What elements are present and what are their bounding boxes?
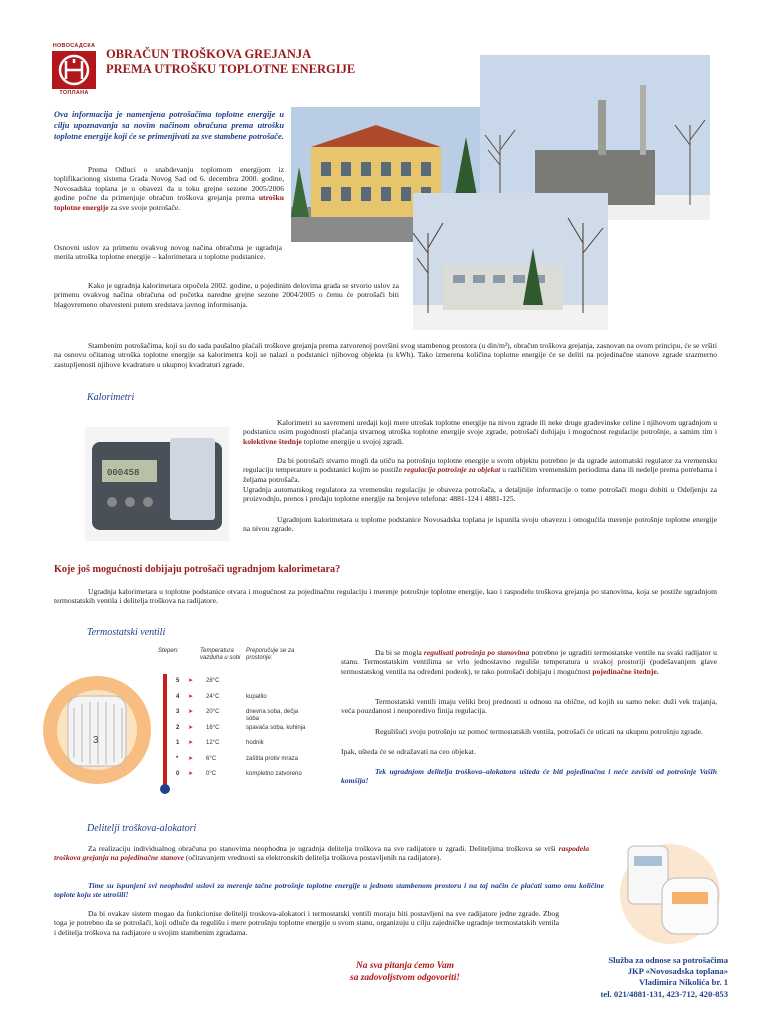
paragraph-kalorimetri-1 <box>243 418 717 446</box>
scale-arrow-icon: ➤ <box>188 724 194 731</box>
scale-arrow-icon: ➤ <box>188 693 194 700</box>
heading-more-options: Koje još mogućnosti dobijaju potrošači ugradnjom kalorimetara? <box>54 564 341 575</box>
scale-room: dnevna soba, dečja soba <box>246 709 299 722</box>
contact-line-2: JKP «Novosadska toplana» <box>627 966 728 977</box>
scale-step: 4 <box>176 693 180 700</box>
page-title <box>106 47 396 77</box>
paragraph-kalorimetri-3: Ugradnja automatskog regulatora za vremensku regulaciju je obaveza potrošača, a detaljnije informacije o tome potrošači mogu dobiti u Odeljenju za proizvodnju, prenos i predaju toplotne energije na brojeve telefona: 4881-124 i 4881-125. <box>243 485 717 504</box>
paragraph-delitelji-1 <box>54 844 589 863</box>
scale-arrow-icon: ➤ <box>188 755 194 762</box>
toplana-logo <box>52 43 96 101</box>
scale-step: 0 <box>176 771 180 777</box>
scale-step: 5 <box>176 678 180 684</box>
scale-header-rec: Preporučuje se za prostorije: <box>246 648 295 661</box>
closing-line-1: Na sva pitanja ćemo Vam <box>356 961 454 971</box>
scale-temp: 0°C <box>206 771 217 777</box>
scale-room: zaštita protiv mraza <box>246 755 299 762</box>
scale-room: hodnik <box>246 740 264 746</box>
thermostat-scale-table <box>158 648 308 798</box>
paragraph-more-options: Ugradnja kalorimetara u toplotne podstanice otvara i mogućnost za pojedinačnu regulaciju i merenje potrošnje toplotne energije, kao i raspodelu troškova grejanja po stanovima, koja se postiže ugradnjom termostatskih ventila i delitelja troškova na radijatore. <box>54 587 717 606</box>
k2-text-b: u različitim vremenskim periodima dana ili nedelje prema potrebama i željama potrošača. <box>243 465 718 484</box>
scale-temp: 24°C <box>206 693 220 700</box>
paragraph-kalorimetri-2 <box>243 456 717 484</box>
photo-facility <box>413 193 608 330</box>
logo-mark <box>52 51 96 89</box>
p1-highlight: utrošku toplotne energije <box>54 193 284 212</box>
paragraph-ventili-3: Regulišući svoju potrošnju uz pomoć termostatskih ventila, potrošači će uticati na ukupnu potrošnju zgrade. <box>375 727 703 736</box>
k2-highlight: regulacija potrošnje za objekat <box>404 465 501 475</box>
scale-header-temp: Temperatura vazduha u sobi <box>200 648 241 661</box>
paragraph-stambeni: Stambenim potrošačima, koji su do sada paušalno plaćali troškove grejanja prema zatvorenoj površini svog stambenog prostora (u din/m²), obračun troškova grejanja, zasnovan na ovom principu, će se vršiti na osnovu očitanog utroška toplotne energije sa kalorimetra koji se nalazi u podstanici njihovog objekta (u kWh). Tako izmerena količina toplotne energije će se deliti na pojedinačne stanove zgrade srazmerno zastupljenosti njihove kvadrature u ukupnoj kvadraturi zgrade. <box>54 341 717 369</box>
thermostat-valve-image <box>38 668 156 786</box>
v1-text-b: potrebno je ugraditi termostatske ventile na svaki radijator u stanu. Termostatskim ventilima se vrlo jednostavno reguliše temperatura u svakoj prostoriji (podešavanjem glave termostatskog ventila na određeni podeok), te tako potrošači dobijaju i mogućnost <box>341 648 717 676</box>
paragraph-ventili-1 <box>341 648 717 676</box>
closing-line-2: sa zadovoljstvom odgovoriti! <box>350 973 460 984</box>
paragraph-odluka <box>54 165 284 212</box>
v1-highlight-2: pojedinačne štednje. <box>592 666 659 676</box>
logo-bottom-text: ТОПЛАНА <box>59 89 89 96</box>
section-delitelji: Delitelji troškova-alokatori <box>87 823 197 834</box>
k1-highlight: kolektivne štednje <box>243 436 302 446</box>
d1-highlight: raspodela troškova grejanja na pojedinačne stanove <box>54 844 589 863</box>
title-line-2: PREMA UTROŠKU TOPLOTNE ENERGIJE <box>106 61 356 76</box>
paragraph-delitelji-3: Da bi ovakav sistem mogao da funkcionise delitelji troskova-alokatori i termostatski ventili moraju biti postavljeni na sve radijatore jedne zgrade. Zbog toga je potrebno da se potrošači, koji odluče da regulišu i mere potrošnju toplotne energije u svom stanu, organizuju u cilju zajedničke ugradnje termostatskih ventila i delitelja troškova na radijatore u svojim stambenim zgradama. <box>54 909 559 937</box>
scale-arrow-icon: ➤ <box>188 740 194 746</box>
intro-text: Ova informacija je namenjena potrošačima toplotne energije u cilju upoznavanja sa novim načinom obračuna prema utrošku toplotne energije koji će se primenjivati za sve stambene potrošače. <box>54 110 284 141</box>
scale-step: 2 <box>176 724 180 731</box>
kalorimetar-device-image <box>82 424 232 544</box>
d1-text-b: (očitavanjem vrednosti sa elektronskih delitelja troškova postavljenih na radijatore). <box>183 853 442 863</box>
contact-line-4: tel. 021/4881-131, 423-712, 420-853 <box>600 988 728 999</box>
scale-temp: 28°C <box>206 678 220 684</box>
scale-temp: 6°C <box>206 755 217 762</box>
scale-temp: 16°C <box>206 724 220 731</box>
scale-arrow-icon: ➤ <box>188 709 194 715</box>
paragraph-ventili-2: Termostatski ventili imaju veliki broj prednosti u odnosu na obične, od kojih su samo neke: duži vek trajanja, veća pouzdanost i neuporedivo finija regulacija. <box>341 697 717 716</box>
d1-text-a: Za realizaciju individualnog obračuna po stanovima neophodna je ugradnja delitelja troškova na sve radijatore u zgradi. Deliteljima troškova se vrši <box>88 844 559 853</box>
scale-temp: 20°C <box>206 709 220 715</box>
closing-message <box>310 960 500 984</box>
v1-highlight: regulisati potrošnja po stanovima <box>423 648 530 657</box>
p1-text-b: za sve svoje potrošače. <box>108 202 181 212</box>
scale-temp: 12°C <box>206 740 220 746</box>
paragraph-kalorimetri-ugradnja: Kako je ugradnja kalorimetara otpočela 2002. godine, u pojedinim delovima grada se stvorio uslov za primenu ovakvog načina obračuna od početka naredne grejne sezone 2004/2005 o čemu će potrošači biti blagovremeno obavesteni putem sredstava javnog informisanja. <box>54 281 399 309</box>
p1-text-a: Prema Odluci o snabdevanju toplotnom energijom iz toplifikacionog sistema Grada Novog Sad od 6. decembra 2000. godine, Novosadska toplana je u obavezi da u toku grejne sezone 2005/2006 godine počne da primenjuje obračun troškova grejanja prema <box>54 165 284 203</box>
k1-text-b: toplotne energije u svojoj zgradi. <box>301 436 404 446</box>
contact-line-3: Vladimira Nikolića br. 1 <box>639 977 728 988</box>
allocator-device-image <box>600 838 730 946</box>
scale-step: * <box>176 755 179 762</box>
v1-text-a: Da bi se mogla <box>375 648 424 657</box>
svg-text:3: 3 <box>93 735 99 746</box>
paragraph-kalorimetri-4: Ugradnjom kalorimetara u toplotne podstanice Novosadska toplana je ispunila svoju obavezu i omogućila merenje potrošnje toplotne energije na nivou zgrade. <box>243 515 717 534</box>
svg-text:000458: 000458 <box>107 468 140 478</box>
k1-text-a: Kalorimetri su savremeni uređaji koji mere utrošak toplotne energije na nivou zgrade ili neke druge građevinske celine i njihovom ugradnjom u podstanicu osim pogodnosti plaćanja stvarnog utroška toplotne energije svoje zgrade, potrošači dobijaju i mogućnost regulacije potrošnje, a samim tim i <box>243 418 717 437</box>
scale-room: kupatilo <box>246 693 267 700</box>
paragraph-delitelji-2: Time su ispunjeni svi neophodni uslovi za merenje tačne potrošnje toplotne energije u jednom stambenom prostoru i na taj način će plaćati samo onu količine toplote koju ste utrošili! <box>54 881 604 900</box>
scale-step: 3 <box>176 709 180 715</box>
scale-step: 1 <box>176 740 180 746</box>
thermometer <box>160 674 170 796</box>
logo-top-text: НОВОСАДСКА <box>52 43 96 49</box>
paragraph-osnovni-uslov: Osnovni uslov za primenu ovakvog novog načina obračuna je ugradnja merila utroška toplotne energije – kalorimetara u toplotne podstanice. <box>54 243 282 262</box>
contact-block <box>528 955 728 1000</box>
section-kalorimetri: Kalorimetri <box>87 392 135 403</box>
section-ventili: Termostatski ventili <box>87 627 166 638</box>
title-line-1: OBRAČUN TROŠKOVA GREJANJA <box>106 47 312 61</box>
k2-text-a: Da bi potrošači stvarno mogli da utiču na potrošnju toplotne energije u svom objektu potrebno je da ugrade automatski regulator za vremensku regulaciju temperature u podstanici kojim se postiže <box>243 456 717 475</box>
scale-room: kompletno zatvoreno <box>246 771 302 777</box>
scale-arrow-icon: ➤ <box>188 771 194 777</box>
scale-room: spavaća soba, kuhinja <box>246 724 306 731</box>
paragraph-ventili-4: Ipak, ušteda će se odražavati na ceo objekat. <box>341 747 476 756</box>
scale-arrow-icon: ➤ <box>188 678 194 684</box>
contact-line-1: Služba za odnose sa potrošačima <box>608 955 728 965</box>
paragraph-ventili-5: Tek ugradnjom delitelja troškova–alokatora ušteda će biti pojedinačna i neće zavisiti od potrošnje Vaših komšija! <box>341 767 717 786</box>
scale-header-step: Stepen: <box>158 648 179 654</box>
